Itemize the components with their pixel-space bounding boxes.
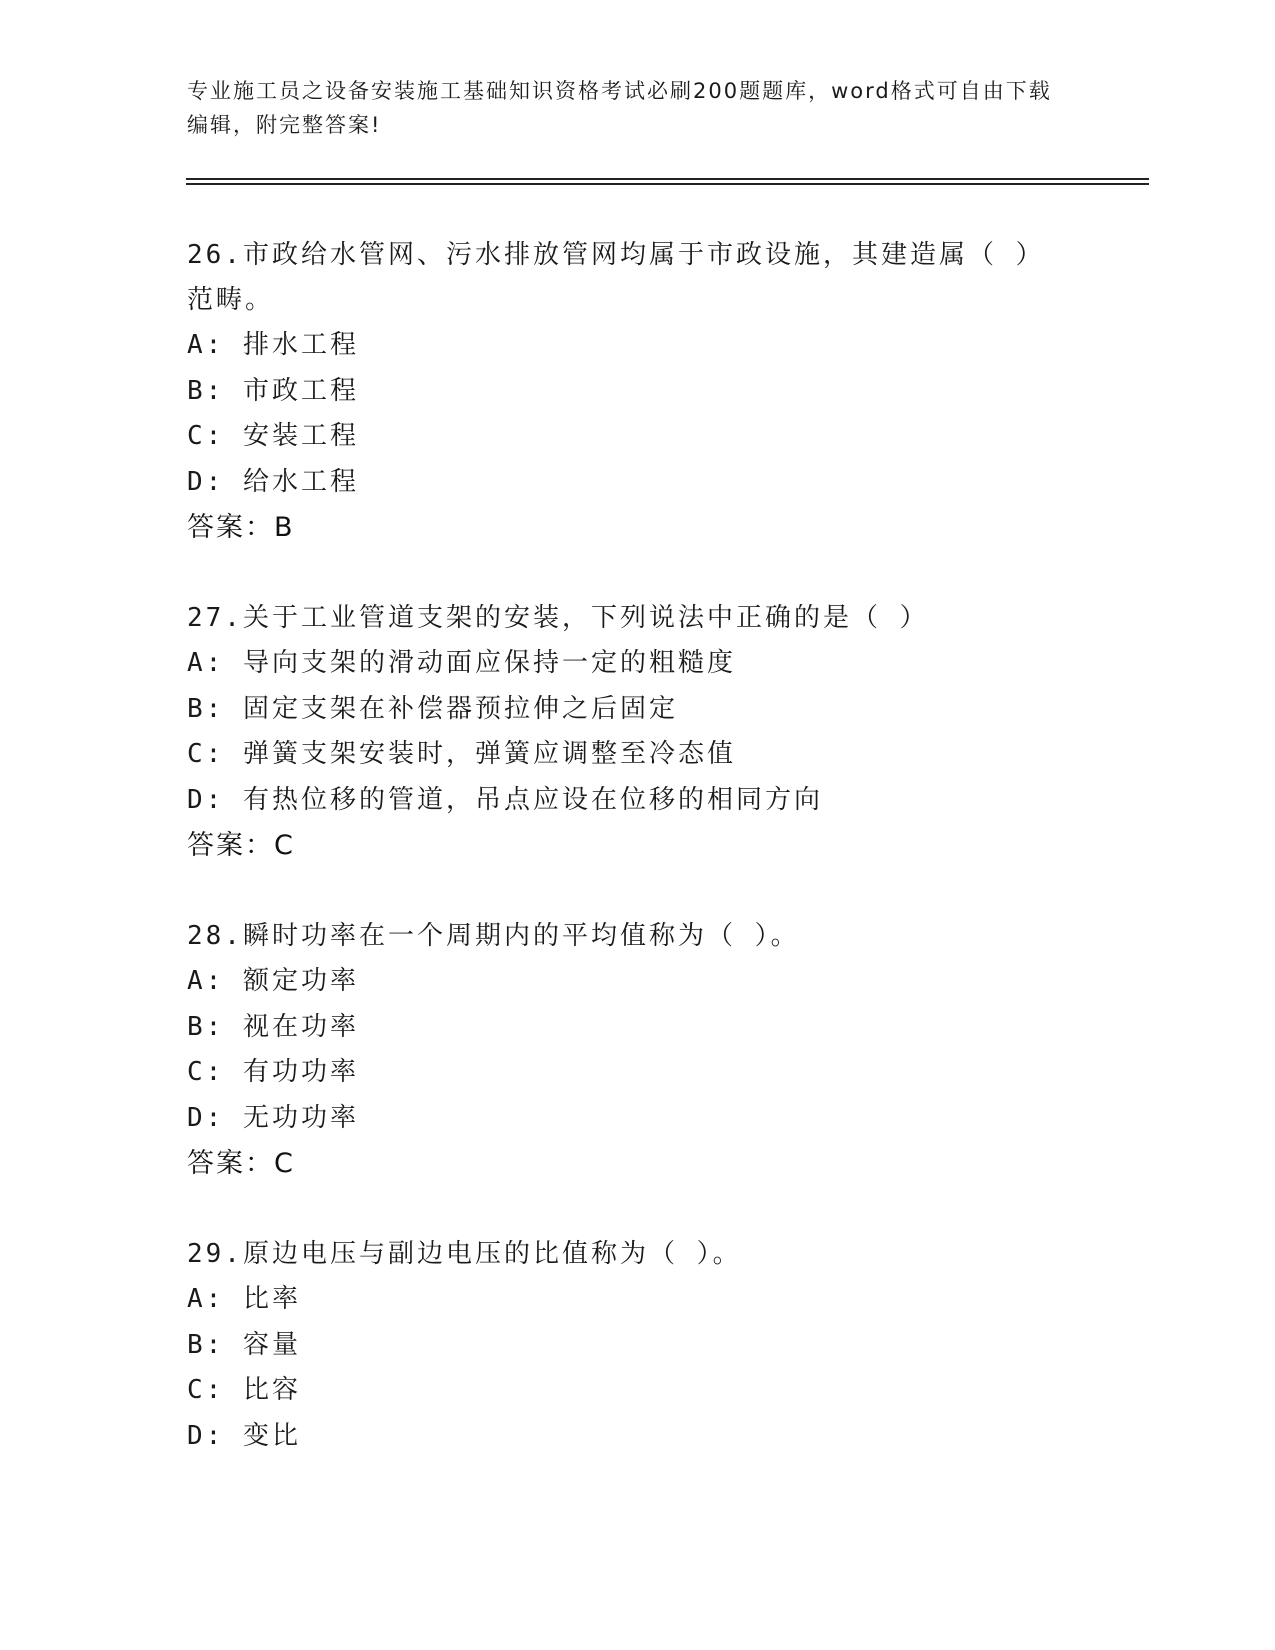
answer-line: 答案：C	[187, 1148, 295, 1179]
option-d: D: 变比	[187, 1420, 301, 1451]
answer-line: 答案：C	[187, 830, 295, 861]
question-28	[187, 914, 1067, 1187]
option-a: A: 比率	[187, 1284, 301, 1314]
header-divider	[186, 178, 1149, 180]
option-d: D: 无功功率	[187, 1102, 359, 1133]
question-stem: 26.市政给水管网、污水排放管网均属于市政设施，其建造属（ ）范畴。	[187, 240, 1045, 315]
option-b: B: 视在功率	[187, 1011, 359, 1042]
question-27	[187, 596, 1067, 869]
header-divider-secondary	[186, 183, 1149, 185]
option-c: C: 安装工程	[187, 421, 359, 451]
option-d: D: 有热位移的管道，吊点应设在位移的相同方向	[187, 784, 823, 815]
question-stem: 27.关于工业管道支架的安装，下列说法中正确的是（ ）	[187, 603, 929, 633]
option-a: A: 额定功率	[187, 966, 359, 996]
option-c: C: 弹簧支架安装时，弹簧应调整至冷态值	[187, 739, 736, 769]
question-26	[187, 233, 1067, 551]
option-b: B: 容量	[187, 1329, 301, 1360]
question-stem: 29.原边电压与副边电压的比值称为（ ）。	[187, 1239, 742, 1269]
option-c: C: 比容	[187, 1375, 301, 1405]
question-stem: 28.瞬时功率在一个周期内的平均值称为（ ）。	[187, 921, 800, 951]
option-d: D: 给水工程	[187, 466, 359, 497]
answer-line: 答案：B	[187, 512, 295, 543]
option-b: B: 市政工程	[187, 375, 359, 406]
option-c: C: 有功功率	[187, 1057, 359, 1087]
option-a: A: 导向支架的滑动面应保持一定的粗糙度	[187, 648, 736, 678]
option-b: B: 固定支架在补偿器预拉伸之后固定	[187, 693, 678, 724]
question-29	[187, 1232, 1067, 1459]
document-header: 专业施工员之设备安装施工基础知识资格考试必刷200题题库，word格式可自由下载编辑，附完整答案!	[187, 79, 1052, 137]
option-a: A: 排水工程	[187, 330, 359, 360]
